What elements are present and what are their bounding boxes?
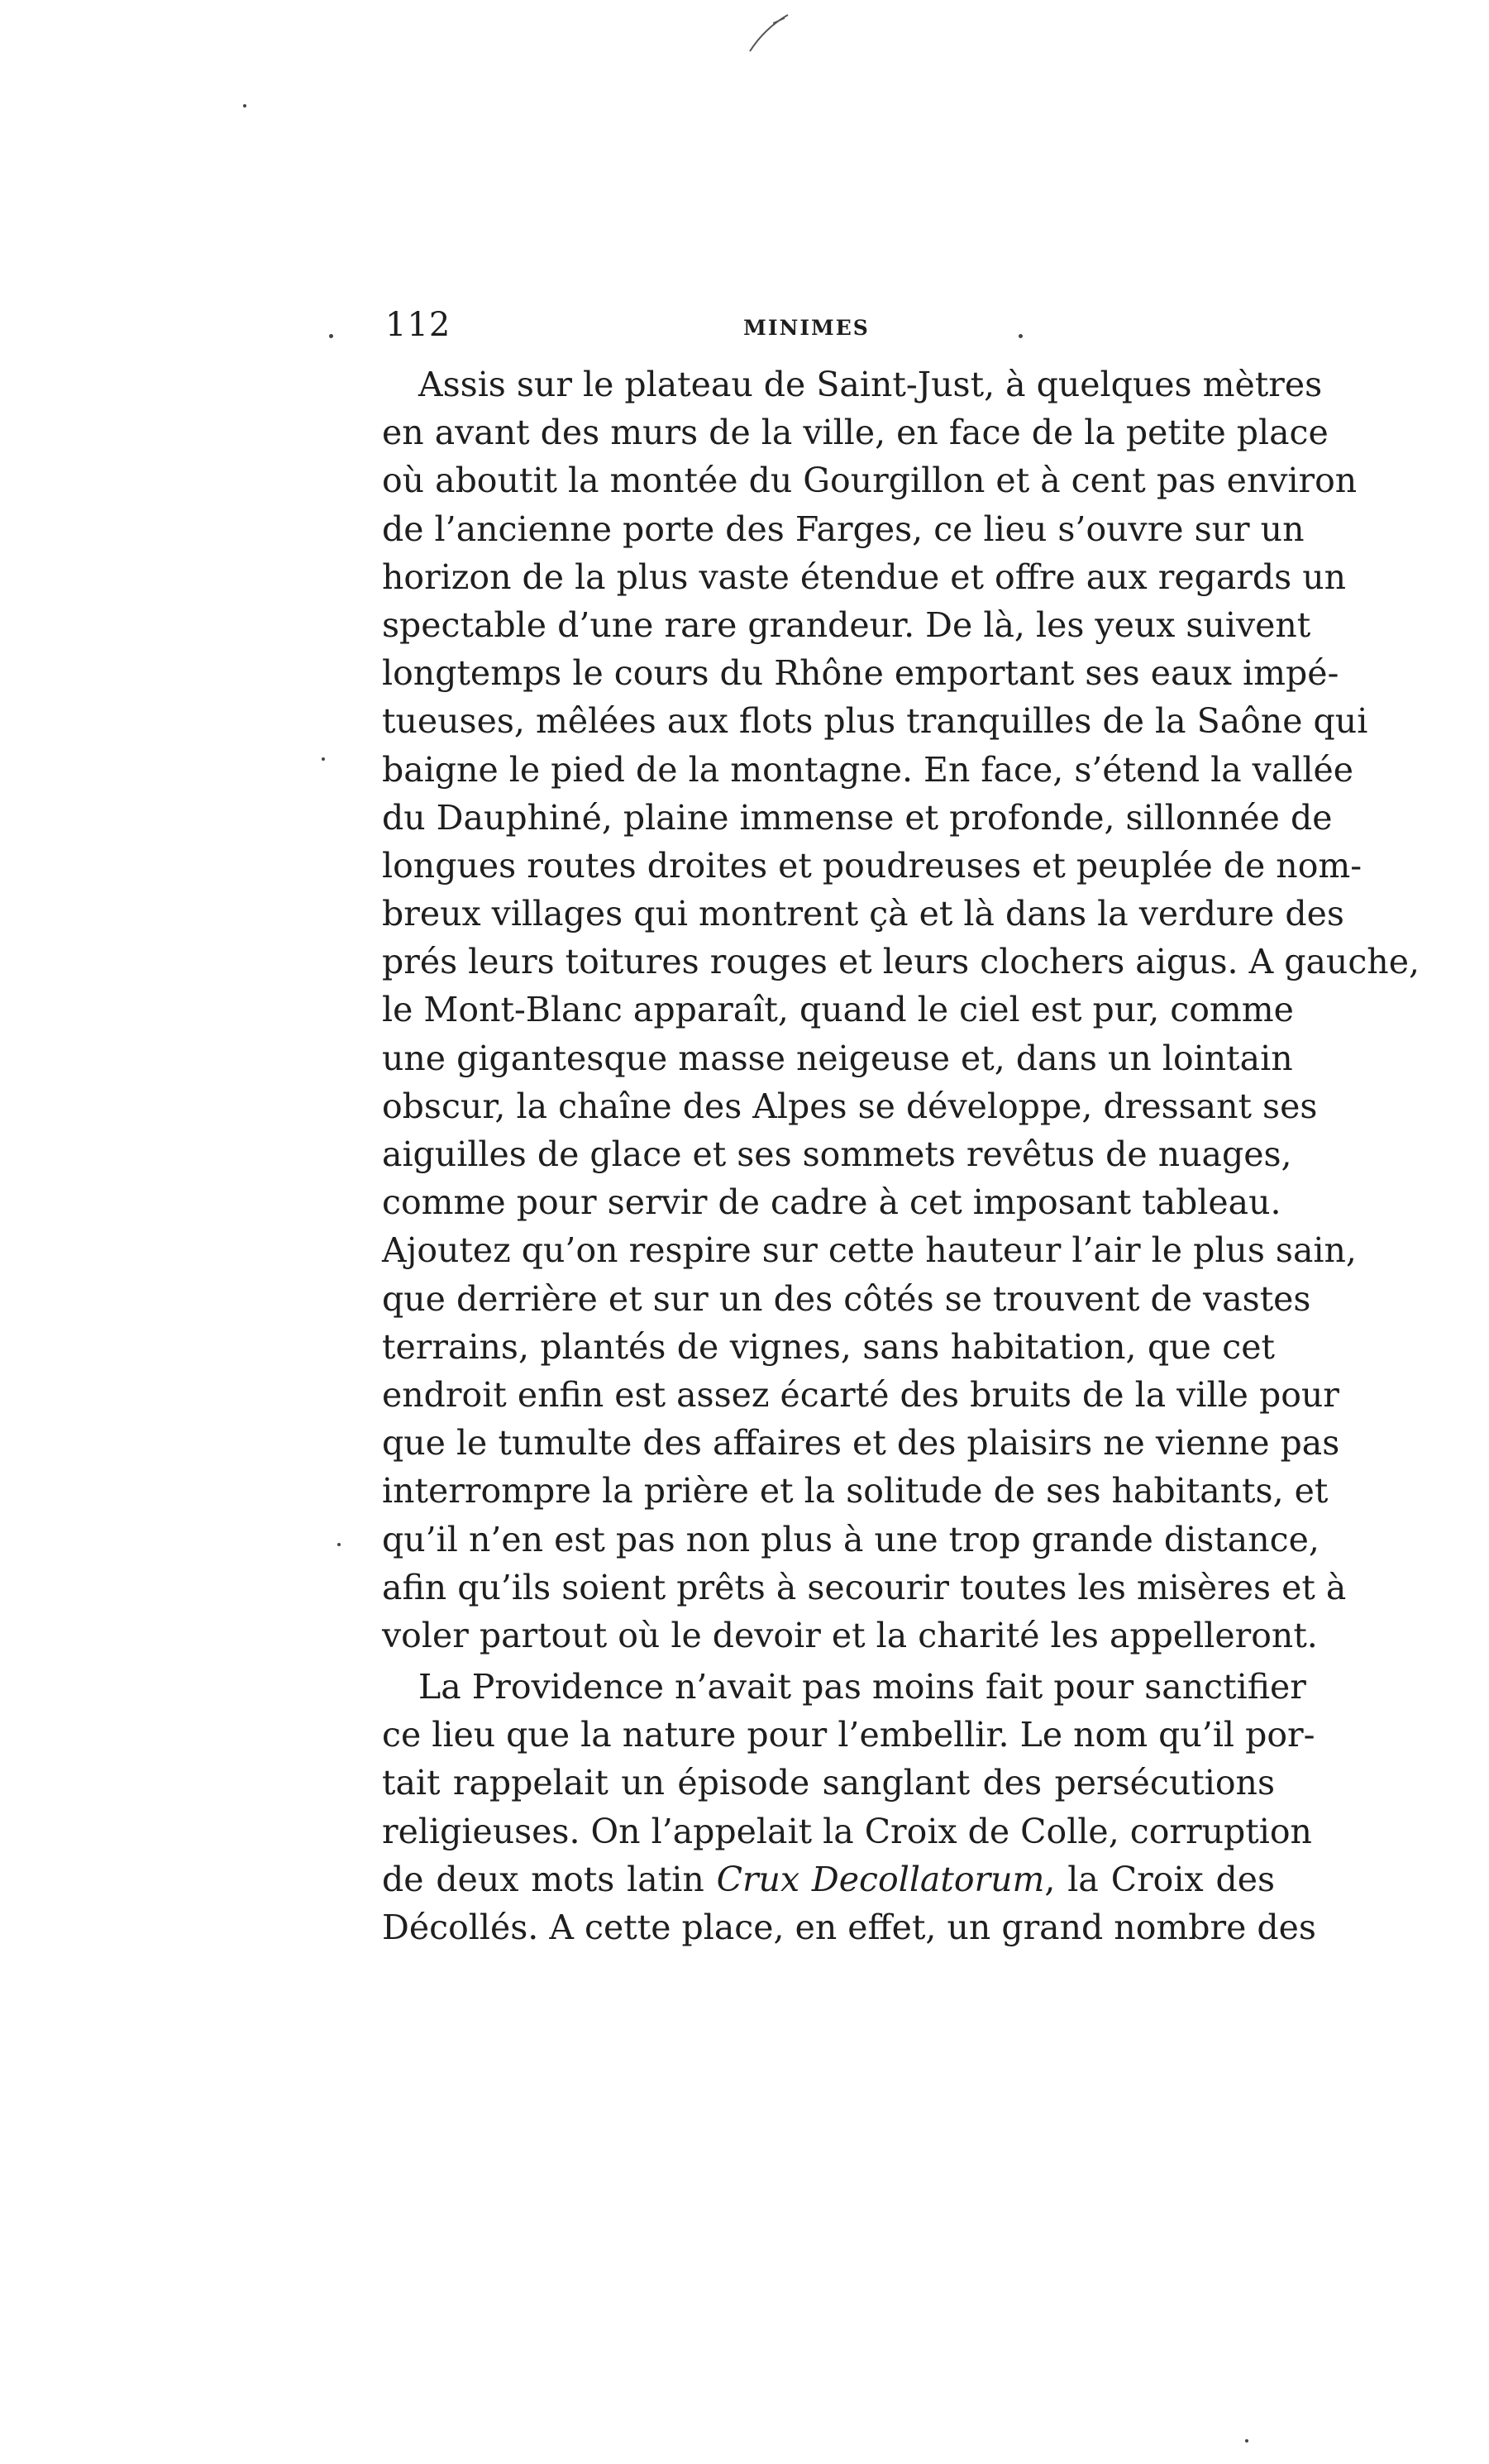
text-line: longtemps le cours du Rhône emportant ses eaux impé- [382, 653, 1339, 694]
ink-speck [329, 334, 333, 338]
text-line: aiguilles de glace et ses sommets revêtus de nuages, [382, 1134, 1292, 1174]
text-line: religieuses. On l’appelait la Croix de Colle, corruption [382, 1811, 1312, 1851]
text-line: ce lieu que la nature pour l’embellir. Le nom qu’il por- [382, 1715, 1315, 1755]
text-line: comme pour servir de cadre à cet imposant tableau. [382, 1182, 1281, 1223]
text-line: spectable d’une rare grandeur. De là, les yeux suivent [382, 604, 1311, 645]
text-line: qu’il n’en est pas non plus à une trop grande distance, [382, 1519, 1320, 1559]
text-line: Ajoutez qu’on respire sur cette hauteur l’air le plus sain, [382, 1230, 1357, 1271]
text-line: longues routes droites et poudreuses et peuplée de nom- [382, 845, 1363, 886]
ink-speck [1019, 334, 1023, 338]
text-line: le Mont-Blanc apparaît, quand le ciel est pur, comme [382, 990, 1294, 1030]
latin-phrase: Crux Decollatorum [716, 1859, 1045, 1899]
ink-speck [1245, 2439, 1248, 2443]
ink-speck [243, 104, 246, 107]
text-line: Assis sur le plateau de Saint-Just, à quelques mètres [418, 365, 1323, 404]
text-line: endroit enfin est assez écarté des bruits de la ville pour [382, 1374, 1339, 1415]
text-line: Décollés. A cette place, en effet, un grand nombre des [382, 1908, 1316, 1947]
text-line: du Dauphiné, plaine immense et profonde, sillonnée de [382, 797, 1333, 838]
paragraph-1 [382, 361, 1420, 1659]
text-line: prés leurs toitures rouges et leurs clochers aigus. A gauche, [382, 942, 1420, 982]
running-title: MINIMES [743, 316, 870, 340]
text-line: tait rappelait un épisode sanglant des persécutions [382, 1763, 1275, 1803]
pen-stroke-mark [748, 12, 791, 55]
text-line: interrompre la prière et la solitude de ses habitants, et [382, 1471, 1329, 1511]
text-line: breux villages qui montrent çà et là dans la verdure des [382, 894, 1344, 934]
body-text [382, 361, 1420, 1951]
text-line: en avant des murs de la ville, en face de la petite place [382, 413, 1329, 453]
text-line: terrains, plantés de vignes, sans habitation, que cet [382, 1326, 1275, 1367]
ink-speck [322, 757, 325, 761]
text-line: baigne le pied de la montagne. En face, s’étend la vallée [382, 749, 1354, 790]
page-number: 112 [385, 306, 451, 344]
text-line: afin qu’ils soient prêts à secourir toutes les misères et à [382, 1567, 1347, 1607]
text-line: obscur, la chaîne des Alpes se développe, dressant ses [382, 1086, 1318, 1126]
text-line: horizon de la plus vaste étendue et offre aux regards un [382, 556, 1347, 597]
text-line: de l’ancienne porte des Farges, ce lieu s’ouvre sur un [382, 509, 1305, 549]
ink-speck [337, 1543, 341, 1546]
paragraph-2 [382, 1663, 1316, 1951]
running-header [370, 304, 1276, 346]
text-line: tueuses, mêlées aux flots plus tranquilles de la Saône qui [382, 701, 1368, 742]
text-line: La Providence n’avait pas moins fait pour sanctifier [418, 1667, 1306, 1707]
text-line: que le tumulte des affaires et des plaisirs ne vienne pas [382, 1423, 1340, 1464]
text-line: voler partout où le devoir et la charité les appelleront. [382, 1615, 1318, 1655]
text-line: une gigantesque masse neigeuse et, dans un lointain [382, 1038, 1293, 1078]
text-line: de deux mots latin Crux Decollatorum, la Croix des [382, 1859, 1275, 1899]
text-line: que derrière et sur un des côtés se trouvent de vastes [382, 1278, 1311, 1319]
text-line: où aboutit la montée du Gourgillon et à cent pas environ [382, 461, 1358, 501]
